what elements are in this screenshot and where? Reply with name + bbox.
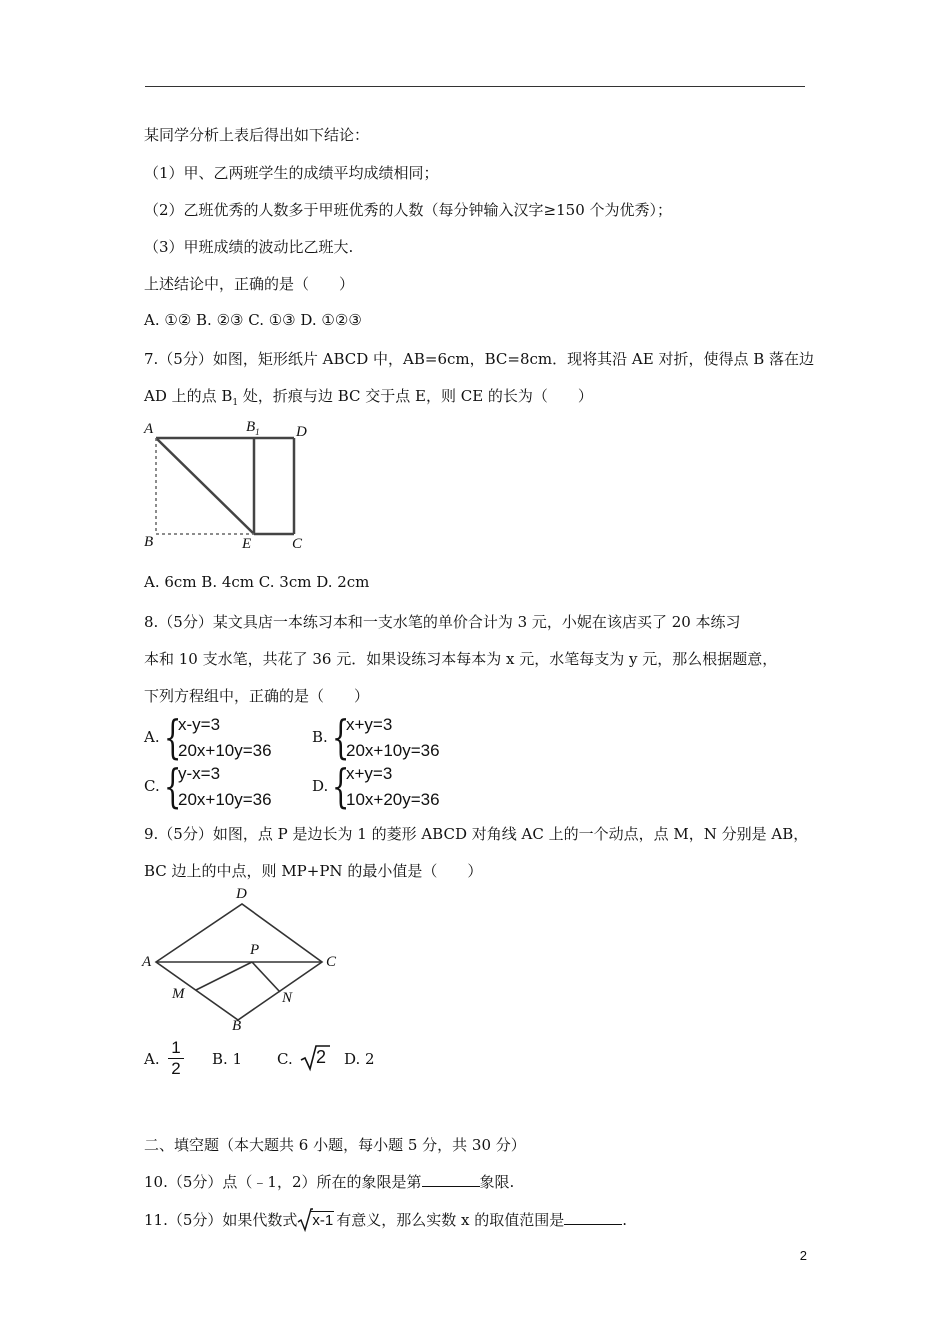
brace-icon: {: [331, 759, 350, 813]
q8-line1: 8.（5分）某文具店一本练习本和一支水笔的单价合计为 3 元，小妮在该店买了 20 本练习: [144, 613, 741, 631]
q9-option-B: B. 1: [212, 1050, 243, 1068]
q10-text-end: 象限.: [479, 1173, 515, 1191]
equation: 10x+20y=36: [346, 790, 440, 809]
equation: x+y=3: [346, 715, 393, 734]
q7-options: A. 6cm B. 4cm C. 3cm D. 2cm: [144, 573, 370, 591]
q10-text: 10.（5分）点（﹣1，2）所在的象限是第: [144, 1173, 422, 1191]
segment-MP: [196, 962, 252, 990]
label-A: A: [142, 954, 152, 970]
label-C: C: [292, 536, 303, 552]
q7-line2-a: AD 上的点 B: [144, 387, 233, 405]
q8-option-C-letter: C.: [144, 777, 160, 795]
q8-option-D-system: [346, 761, 440, 813]
header-rule: [145, 86, 805, 87]
q7-figure: [140, 418, 320, 558]
q9-option-A: A.: [144, 1050, 160, 1068]
q11-text: 11.（5分）如果代数式: [144, 1211, 298, 1229]
equation: 20x+10y=36: [178, 790, 272, 809]
label-N: N: [282, 990, 293, 1006]
answer-blank[interactable]: [422, 1172, 480, 1187]
q8-option-C-system: [178, 761, 272, 813]
q8-option-B-letter: B.: [312, 728, 328, 746]
q8-option-A-system: [178, 712, 272, 764]
q7-line2-sub: 1: [232, 398, 239, 408]
label-B: B: [144, 534, 154, 550]
q11-end: .: [622, 1211, 628, 1229]
page-number: 2: [799, 1248, 807, 1263]
equation: 20x+10y=36: [178, 741, 272, 760]
q8-option-D-letter: D.: [312, 777, 329, 795]
q6-prompt: 上述结论中，正确的是（ ）: [144, 275, 355, 293]
section2-heading: 二、填空题（本大题共 6 小题，每小题 5 分，共 30 分）: [144, 1136, 526, 1154]
q8-line3: 下列方程组中，正确的是（ ）: [144, 687, 370, 705]
label-B: B: [232, 1018, 242, 1034]
conclusion-2: （2）乙班优秀的人数多于甲班优秀的人数（每分钟输入汉字≥150 个为优秀）；: [144, 201, 673, 219]
label-M: M: [172, 986, 185, 1002]
label-P: P: [250, 942, 260, 958]
radicand: x-1: [312, 1212, 334, 1229]
q10: [144, 1171, 514, 1192]
equation: x-y=3: [178, 715, 221, 734]
label-D: D: [296, 424, 307, 440]
q7-line2-b: 处，折痕与边 BC 交于点 E，则 CE 的长为（ ）: [238, 387, 593, 405]
q11: [144, 1209, 627, 1230]
equation: 20x+10y=36: [346, 741, 440, 760]
q7-line1: 7.（5分）如图，矩形纸片 ABCD 中，AB=6cm，BC=8cm．现将其沿 AE 对折，使得点 B 落在边: [144, 350, 815, 368]
label-A: A: [144, 421, 154, 437]
intro-text: 某同学分析上表后得出如下结论：: [144, 126, 370, 144]
equation: y-x=3: [178, 764, 221, 783]
brace-icon: {: [163, 710, 182, 764]
label-E: E: [242, 536, 252, 552]
sqrt-expression: [297, 1211, 334, 1229]
q9-line2: BC 边上的中点，则 MP+PN 的最小值是（ ）: [144, 862, 483, 880]
q11-text-2: 有意义，那么实数 x 的取值范围是: [336, 1211, 565, 1229]
conclusion-3: （3）甲班成绩的波动比乙班大.: [144, 238, 354, 256]
rhombus-diagram: [140, 884, 350, 1040]
equation: x+y=3: [346, 764, 393, 783]
q9-line1: 9.（5分）如图，点 P 是边长为 1 的菱形 ABCD 对角线 AC 上的一个动点，点 M，N 分别是 AB，: [144, 825, 809, 843]
q9-option-C: C.: [277, 1050, 293, 1068]
q8-line2: 本和 10 支水笔，共花了 36 元．如果设练习本每本为 x 元，水笔每支为 y 元，那么根据题意，: [144, 650, 778, 668]
q6-options: A. ①② B. ②③ C. ①③ D. ①②③: [144, 311, 362, 329]
q7-line2: [144, 385, 593, 408]
label-B1: $B_1$: [246, 419, 260, 437]
segment-PN: [252, 962, 280, 992]
fraction: [168, 1038, 184, 1079]
fraction-numerator: 1: [171, 1038, 181, 1057]
brace-icon: {: [331, 710, 350, 764]
fold-AE: [156, 438, 254, 534]
radical-sign-icon: [297, 1208, 313, 1232]
conclusion-1: （1）甲、乙两班学生的成绩平均成绩相同；: [144, 164, 439, 182]
brace-icon: {: [163, 759, 182, 813]
answer-blank[interactable]: [564, 1210, 622, 1225]
q8-option-B-system: [346, 712, 440, 764]
label-C: C: [326, 954, 337, 970]
q9-figure: [140, 884, 350, 1040]
q8-option-A-letter: A.: [144, 728, 160, 746]
radicand: 2: [316, 1047, 327, 1067]
label-D: D: [236, 886, 247, 902]
q9-option-D: D. 2: [344, 1050, 375, 1068]
fraction-denominator: 2: [168, 1058, 184, 1079]
